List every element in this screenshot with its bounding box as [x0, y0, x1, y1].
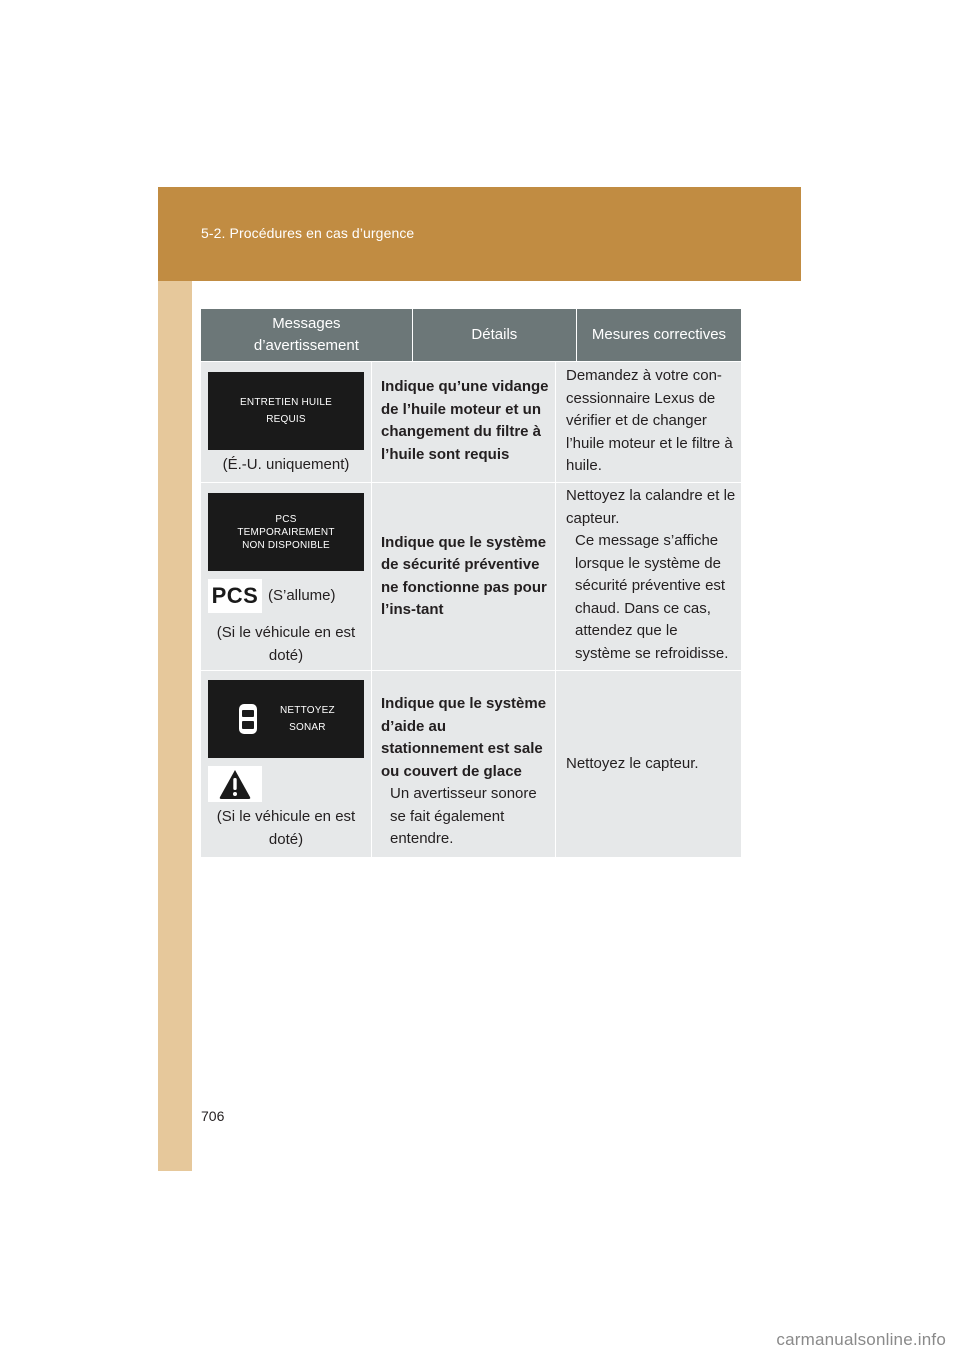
- table-row: [201, 361, 741, 482]
- side-strip: [158, 187, 192, 1171]
- action-note: Ce message s’affiche lorsque le système de sécurité préventive est chaud. Dans ce cas, attendez que le système se refroidisse.: [575, 532, 729, 662]
- warning-messages-table: [201, 309, 741, 857]
- indicator-line: [208, 579, 364, 613]
- screen-line: TEMPORAIREMENT: [237, 526, 335, 538]
- watermark: carmanualsonline.info: [776, 1330, 946, 1349]
- equipment-caption: (Si le véhicule en est doté): [216, 808, 356, 848]
- details-note: Un avertisseur sonore se fait également entendre.: [390, 785, 537, 847]
- display-screen: [208, 680, 364, 758]
- message-cell: [201, 483, 371, 670]
- section-title: 5-2. Procédures en cas d’urgence: [201, 225, 415, 241]
- screen-line: SONAR: [289, 722, 326, 733]
- screen-text: [280, 704, 335, 734]
- screen-line: ENTRETIEN HUILE: [240, 397, 332, 408]
- message-cell: [201, 362, 371, 482]
- action-text: Demandez à votre con-cessionnaire Lexus de vérifier et de changer l’huile moteur et le filtre à huile.: [566, 367, 733, 474]
- action-cell: [555, 362, 740, 482]
- page-number: 706: [201, 1108, 225, 1124]
- table-header: [201, 309, 741, 361]
- car-top-view-icon: [236, 702, 260, 736]
- region-caption: (É.-U. uniquement): [222, 456, 350, 473]
- column-header-messages: Messages d’avertissement: [253, 315, 359, 354]
- details-cell: Indique qu’une vidange de l’huile moteur et un changement du filtre à l’huile sont requis: [371, 362, 555, 482]
- screen-line: PCS: [275, 513, 297, 525]
- screen-line: NETTOYEZ: [280, 705, 335, 716]
- details-text: Indique que le système d’aide au stationnement est sale ou couvert de glace: [381, 695, 547, 780]
- table-row: [201, 670, 741, 857]
- action-cell: [555, 483, 740, 670]
- screen-line: REQUIS: [266, 414, 306, 425]
- warning-triangle-icon: [208, 766, 262, 802]
- message-cell: [201, 671, 371, 857]
- action-text: Nettoyez le capteur.: [566, 754, 699, 772]
- action-text: Nettoyez la calandre et le capteur.: [566, 487, 736, 527]
- table-row: [201, 482, 741, 670]
- column-header-actions: Mesures correctives: [576, 309, 741, 361]
- display-screen: [208, 372, 364, 450]
- display-screen: [208, 493, 364, 571]
- screen-line: NON DISPONIBLE: [242, 539, 330, 551]
- details-cell: [371, 671, 555, 857]
- action-cell: [555, 671, 740, 857]
- equipment-caption: (Si le véhicule en est doté): [216, 624, 356, 664]
- column-header-details: Détails: [412, 309, 576, 361]
- pcs-indicator-icon: PCS: [208, 579, 262, 613]
- indicator-caption: (S’allume): [268, 586, 336, 604]
- details-cell: Indique que le système de sécurité préventive ne fonctionne pas pour l’ins-tant: [371, 483, 555, 670]
